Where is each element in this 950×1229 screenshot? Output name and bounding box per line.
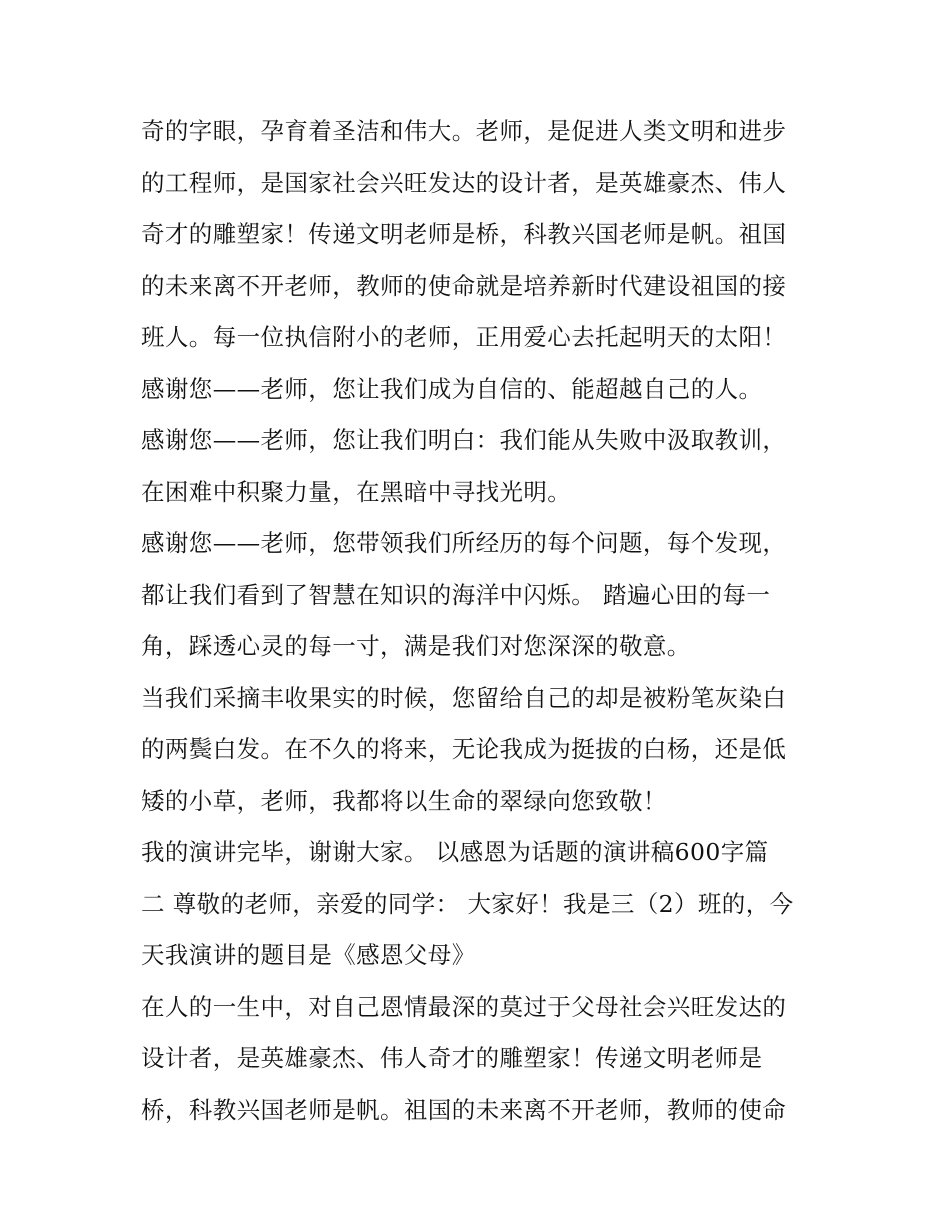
text-line: 设计者，是英雄豪杰、伟人奇才的雕塑家！传递文明老师是 bbox=[141, 1044, 763, 1072]
text-line: 在困难中积聚力量，在黑暗中寻找光明。 bbox=[141, 477, 572, 506]
text-line: 都让我们看到了智慧在知识的海洋中闪烁。 踏遍心田的每一 bbox=[141, 580, 771, 609]
text-line: 的两鬓白发。在不久的将来，无论我成为挺拔的白杨，还是低 bbox=[141, 735, 787, 763]
document-body bbox=[141, 106, 821, 1136]
text-line: 桥，科教兴国老师是帆。祖国的未来离不开老师，教师的使命 bbox=[141, 1095, 787, 1124]
text-line: 二 尊敬的老师，亲爱的同学： 大家好！我是三（2）班的，今 bbox=[141, 889, 794, 918]
text-line: 角，踩透心灵的每一寸，满是我们对您深深的敬意。 bbox=[141, 632, 691, 660]
text-line: 的工程师，是国家社会兴旺发达的设计者，是英雄豪杰、伟人 bbox=[141, 168, 787, 197]
text-line: 感谢您——老师，您带领我们所经历的每个问题，每个发现， bbox=[141, 529, 787, 557]
text-line: 天我演讲的题目是《感恩父母》 bbox=[141, 941, 476, 969]
text-line: 奇的字眼，孕育着圣洁和伟大。老师，是促进人类文明和进步 bbox=[141, 117, 787, 145]
text-line: 矮的小草，老师，我都将以生命的翠绿向您致敬！ bbox=[141, 786, 667, 815]
text-line: 奇才的雕塑家！传递文明老师是桥，科教兴国老师是帆。祖国 bbox=[141, 220, 787, 248]
text-line: 的未来离不开老师，教师的使命就是培养新时代建设祖国的接 bbox=[141, 271, 787, 300]
text-line: 当我们采摘丰收果实的时候，您留给自己的却是被粉笔灰染白 bbox=[141, 683, 787, 712]
text-line: 我的演讲完毕，谢谢大家。 以感恩为话题的演讲稿600字篇 bbox=[141, 838, 769, 866]
text-line: 在人的一生中，对自己恩情最深的莫过于父母社会兴旺发达的 bbox=[141, 992, 787, 1021]
text-line: 感谢您——老师，您让我们明白：我们能从失败中汲取教训， bbox=[141, 426, 787, 454]
text-line: 班人。每一位执信附小的老师，正用爱心去托起明天的太阳！ bbox=[141, 323, 787, 351]
text-line: 感谢您——老师，您让我们成为自信的、能超越自己的人。 bbox=[141, 374, 763, 403]
